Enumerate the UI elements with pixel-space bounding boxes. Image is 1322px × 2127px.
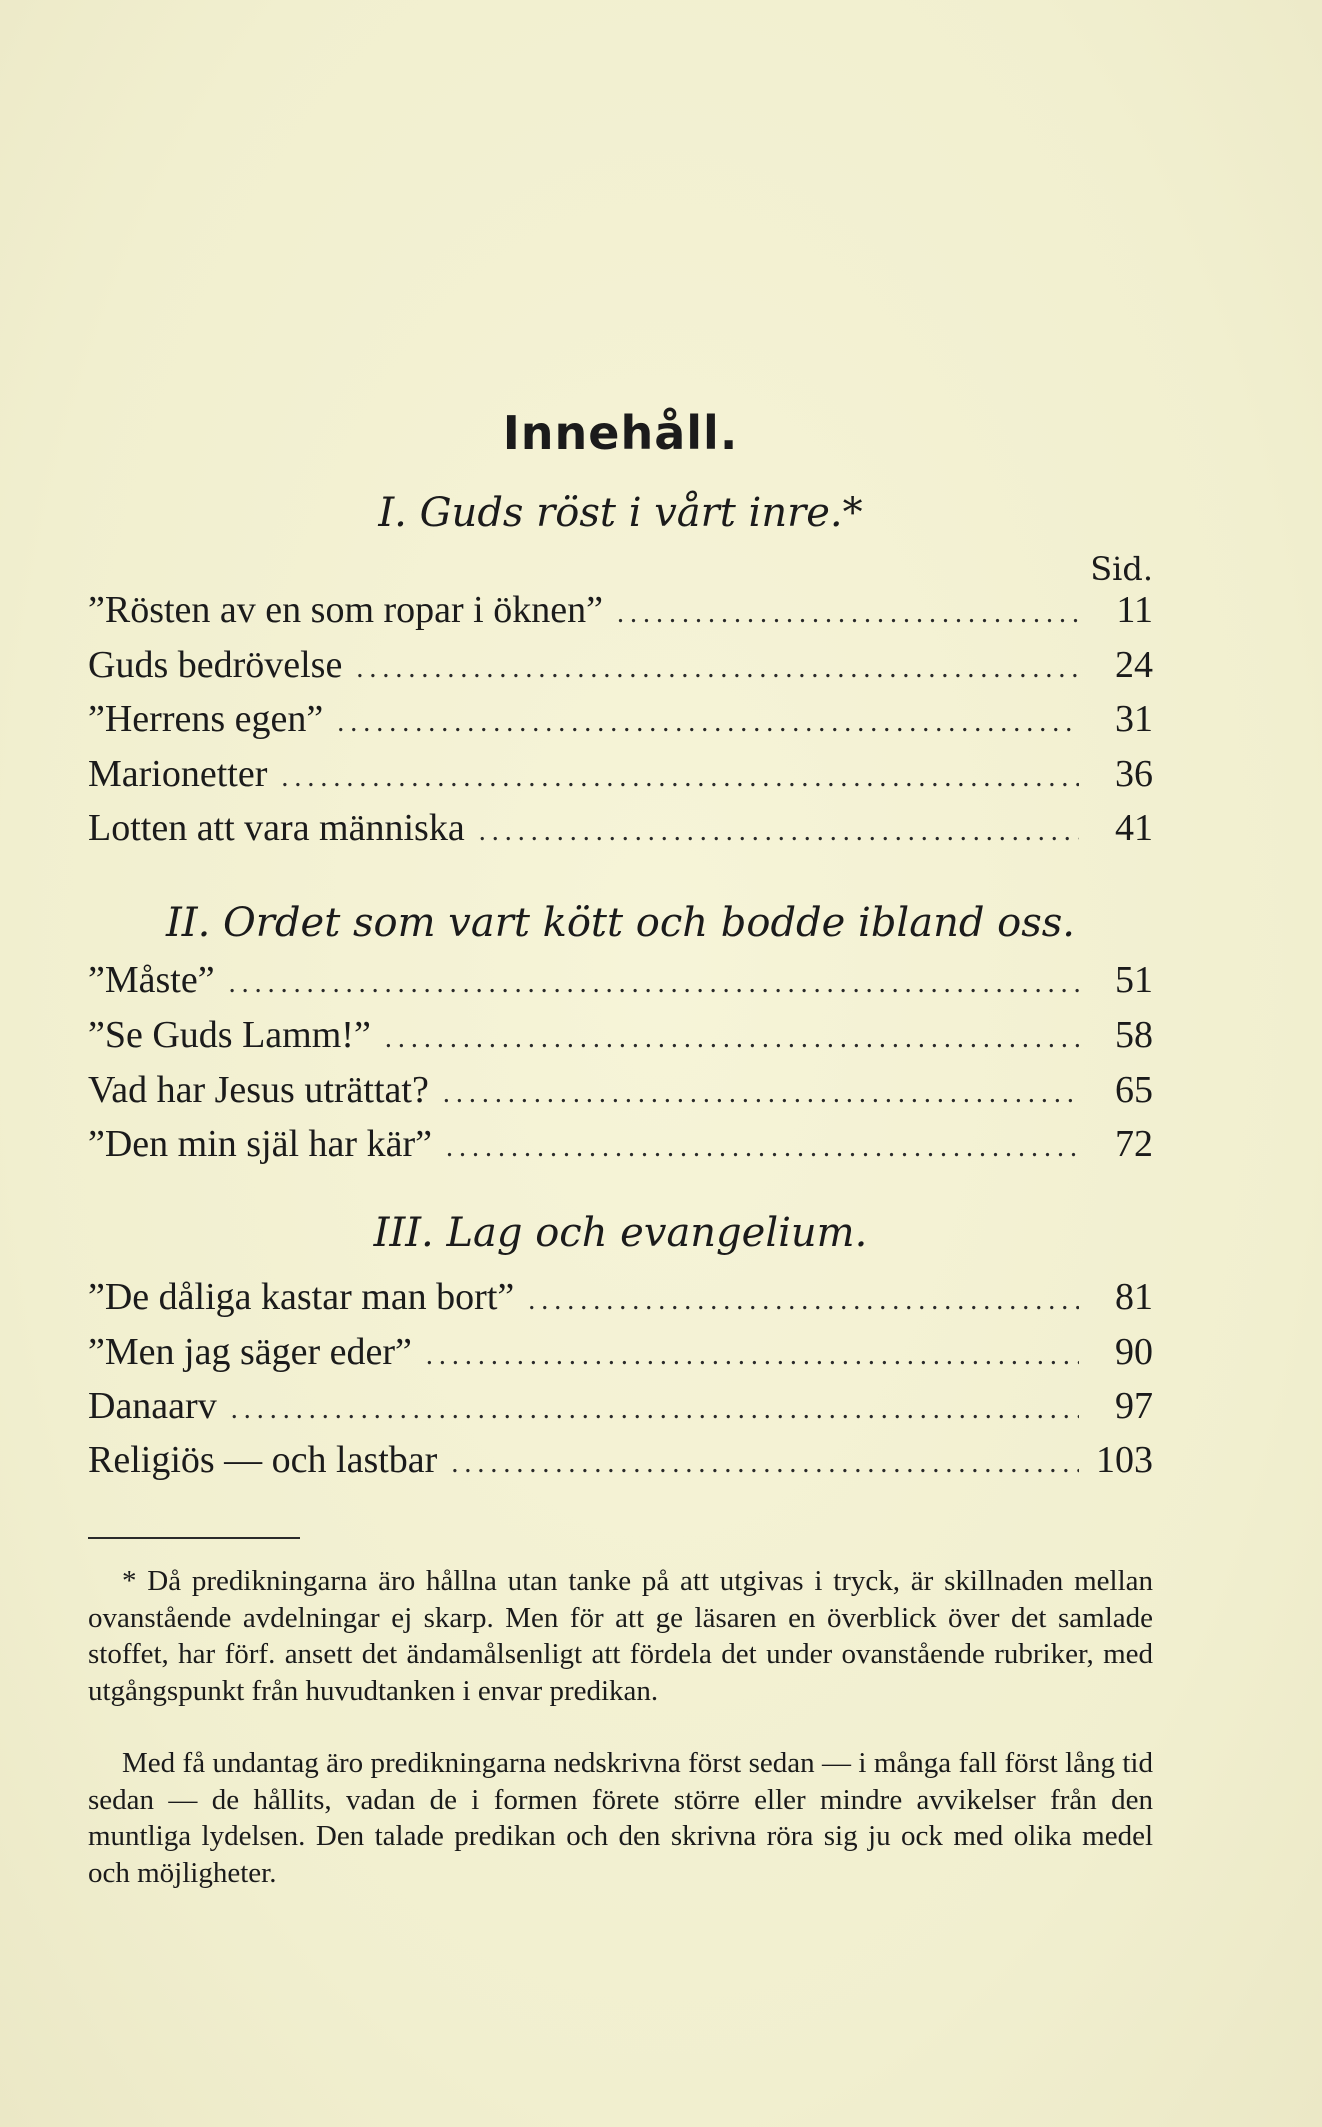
toc-entry (88, 1275, 1153, 1329)
footnote-paragraph-2 (88, 1745, 1153, 1891)
dot-leader (229, 968, 1079, 1000)
toc-entry-page: 51 (1115, 959, 1153, 1001)
toc-entry-page: 31 (1115, 698, 1153, 740)
toc-entry-title: ”Måste” (88, 959, 215, 1001)
toc-entry-page: 58 (1115, 1014, 1153, 1056)
footnote-paragraph-1 (88, 1563, 1153, 1709)
dot-leader (385, 1023, 1079, 1055)
toc-entry-page: 81 (1115, 1276, 1153, 1318)
toc-entry-page: 11 (1116, 589, 1153, 631)
dot-leader (451, 1448, 1079, 1480)
toc-entry-title: ”Rösten av en som ropar i öknen” (88, 589, 603, 631)
toc-entry-title: ”De dåliga kastar man bort” (88, 1276, 515, 1318)
toc-entry (88, 697, 1153, 751)
toc-entry-title: ”Herrens egen” (88, 698, 324, 740)
toc-entry-page: 90 (1115, 1331, 1153, 1373)
dot-leader (528, 1285, 1079, 1317)
toc-entry-page: 24 (1115, 644, 1153, 686)
toc-entry-page: 97 (1115, 1385, 1153, 1427)
toc-entry (88, 1330, 1153, 1384)
toc-entry (88, 588, 1153, 642)
dot-leader (231, 1394, 1079, 1426)
toc-entry-title: Guds bedrövelse (88, 644, 343, 686)
dot-leader (281, 762, 1079, 794)
footnote-text: Med få undantag äro predikningarna nedskrivna först sedan — i många fall först lång tid sedan — de hållits, vadan de i formen förete större eller mindre avvikelser från den muntliga lydelsen. Den talade predikan och den skrivna röra sig ju ock med olika medel och möjligheter. (88, 1747, 1153, 1889)
toc-entry (88, 752, 1153, 806)
dot-leader (337, 707, 1079, 739)
page-column-label: Sid. (1090, 550, 1153, 588)
toc-entry-title: Lotten att vara människa (88, 807, 465, 849)
dot-leader (356, 653, 1079, 685)
toc-entry-page: 65 (1115, 1069, 1153, 1111)
dot-leader (443, 1078, 1079, 1110)
toc-entry (88, 806, 1153, 860)
toc-entry-title: Religiös — och lastbar (88, 1439, 438, 1481)
toc-entry (88, 643, 1153, 697)
toc-entry-title: ”Se Guds Lamm!” (88, 1014, 371, 1056)
toc-entry-title: Marionetter (88, 753, 268, 795)
toc-entry (88, 958, 1153, 1012)
toc-entry-title: Vad har Jesus uträttat? (88, 1069, 429, 1111)
toc-entry-page: 72 (1115, 1123, 1153, 1165)
toc-entry (88, 1438, 1153, 1492)
toc-entry-title: Danaarv (88, 1385, 217, 1427)
toc-entry-page: 36 (1115, 753, 1153, 795)
toc-entry (88, 1013, 1153, 1067)
toc-entry (88, 1068, 1153, 1122)
toc-entry-title: ”Den min själ har kär” (88, 1123, 432, 1165)
toc-entry-page: 103 (1096, 1439, 1153, 1481)
page-title: Innehåll. (502, 406, 739, 460)
toc-entry (88, 1384, 1153, 1438)
section-heading-2: II. Ordet som vart kött och bodde ibland oss. (165, 900, 1076, 946)
dot-leader (426, 1340, 1079, 1372)
toc-entry (88, 1122, 1153, 1176)
section-heading-3: III. Lag och evangelium. (373, 1210, 868, 1256)
toc-entry-title: ”Men jag säger eder” (88, 1331, 412, 1373)
dot-leader (446, 1132, 1079, 1164)
dot-leader (479, 816, 1079, 848)
footnote-text: * Då predikningarna äro hållna utan tanke på att utgivas i tryck, är skillnaden mellan ovanstående avdelningar ej skarp. Men för att ge läsaren en överblick över det samlade stoffet, har förf. ansett det ändamålsenligt att fördela det under ovanstående rubriker, med utgångspunkt från huvudtanken i envar predikan. (88, 1565, 1153, 1707)
toc-entry-page: 41 (1115, 807, 1153, 849)
section-heading-1: I. Guds röst i vårt inre.* (378, 490, 863, 536)
footnote-divider (88, 1537, 300, 1539)
dot-leader (617, 598, 1079, 630)
